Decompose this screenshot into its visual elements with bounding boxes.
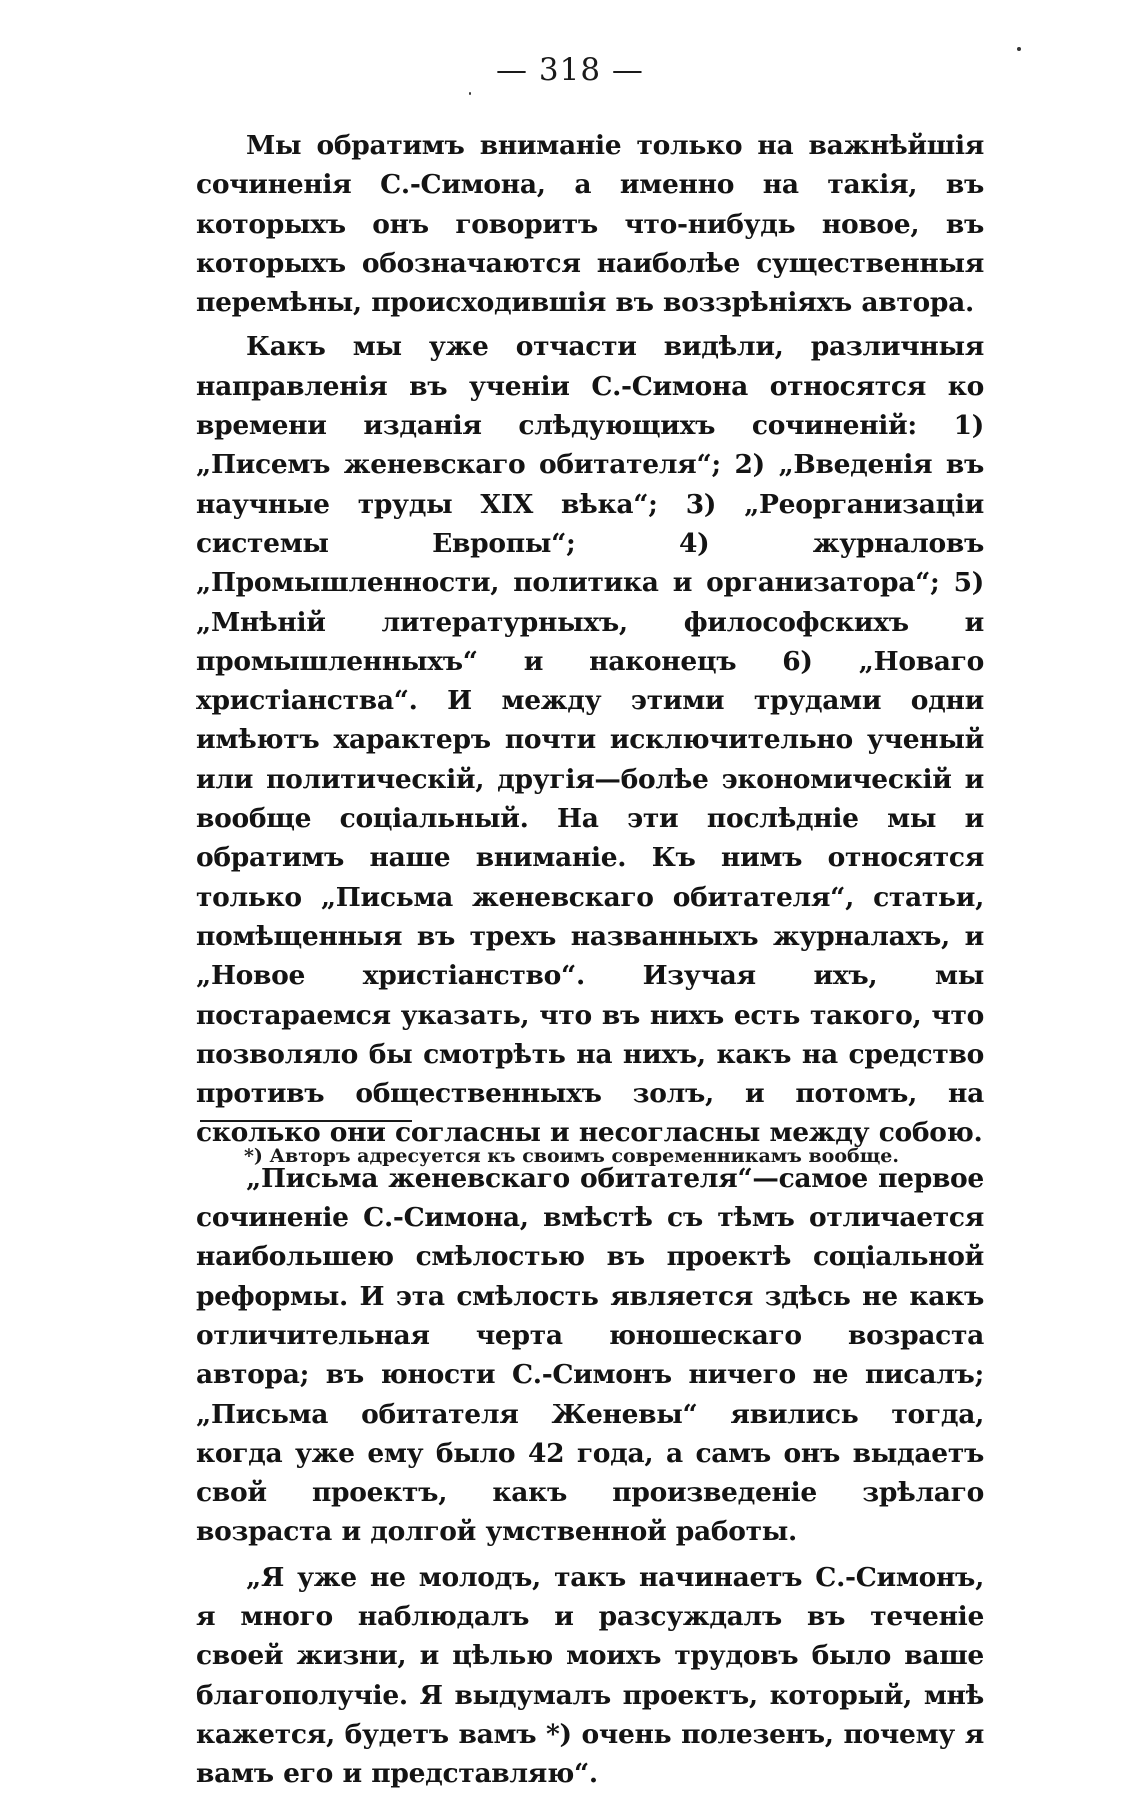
paragraph-4: „Я уже не молодъ, такъ начинаетъ С.-Симонъ, я много наблюдалъ и разсуждалъ въ теченіе своей жизни, и цѣлью моихъ трудовъ было ваше благополучіе. Я выдумалъ проектъ, который, мнѣ кажется, будетъ вамъ *) очень полезенъ, почему я вамъ его и представляю“. <box>196 1561 984 1790</box>
body-text <box>196 126 984 1793</box>
footnote: *) Авторъ адресуется къ своимъ современникамъ вообще. <box>244 1145 899 1167</box>
paragraph-2: Какъ мы уже отчасти видѣли, различныя направленія въ ученіи С.-Симона относятся ко времени изданія слѣдующихъ сочиненій: 1) „Писемъ женевскаго обитателя“; 2) „Введенія въ научные труды XIX вѣка“; 3) „Реорганизаціи системы Европы“; 4) журналовъ „Промышленности, политика и организатора“; 5) „Мнѣній литературныхъ, философскихъ и промышленныхъ“ и наконецъ 6) „Новаго христіанства“. И между этими трудами одни имѣютъ характеръ почти исключительно ученый или политическій, другія—болѣе экономическій и вообще соціальный. На эти послѣдніе мы и обратимъ наше вниманіе. Къ нимъ относятся только „Письма женевскаго обитателя“, статьи, помѣщенныя въ трехъ названныхъ журналахъ, и „Новое христіанство“. Изучая ихъ, мы постараемся указать, что въ нихъ есть такого, что позволяло бы смотрѣть на нихъ, какъ на средство противъ общественныхъ золъ, и потомъ, на сколько они согласны и несогласны между собою. <box>196 331 984 1149</box>
page-number: — 318 — <box>496 52 644 88</box>
paragraph-3: „Письма женевскаго обитателя“—самое первое сочиненіе С.-Симона, вмѣстѣ съ тѣмъ отличается наибольшею смѣлостью въ проектѣ соціальной реформы. И эта смѣлость является здѣсь не какъ отличительная черта юношескаго возраста автора; въ юности С.-Симонъ ничего не писалъ; „Письма обитателя Женевы“ явились тогда, когда уже ему было 42 года, а самъ онъ выдаетъ свой проектъ, какъ произведеніе зрѣлаго возраста и долгой умственной работы. <box>196 1162 984 1548</box>
paragraph-1: Мы обратимъ вниманіе только на важнѣйшія сочиненія С.-Симона, а именно на такія, въ которыхъ онъ говоритъ что-нибудь новое, въ которыхъ обозначаются наиболѣе существенныя перемѣны, происходившія въ воззрѣніяхъ автора. <box>196 130 984 319</box>
footnote-divider <box>200 1120 412 1122</box>
scan-speck <box>469 92 471 95</box>
scan-speck <box>1017 47 1021 51</box>
